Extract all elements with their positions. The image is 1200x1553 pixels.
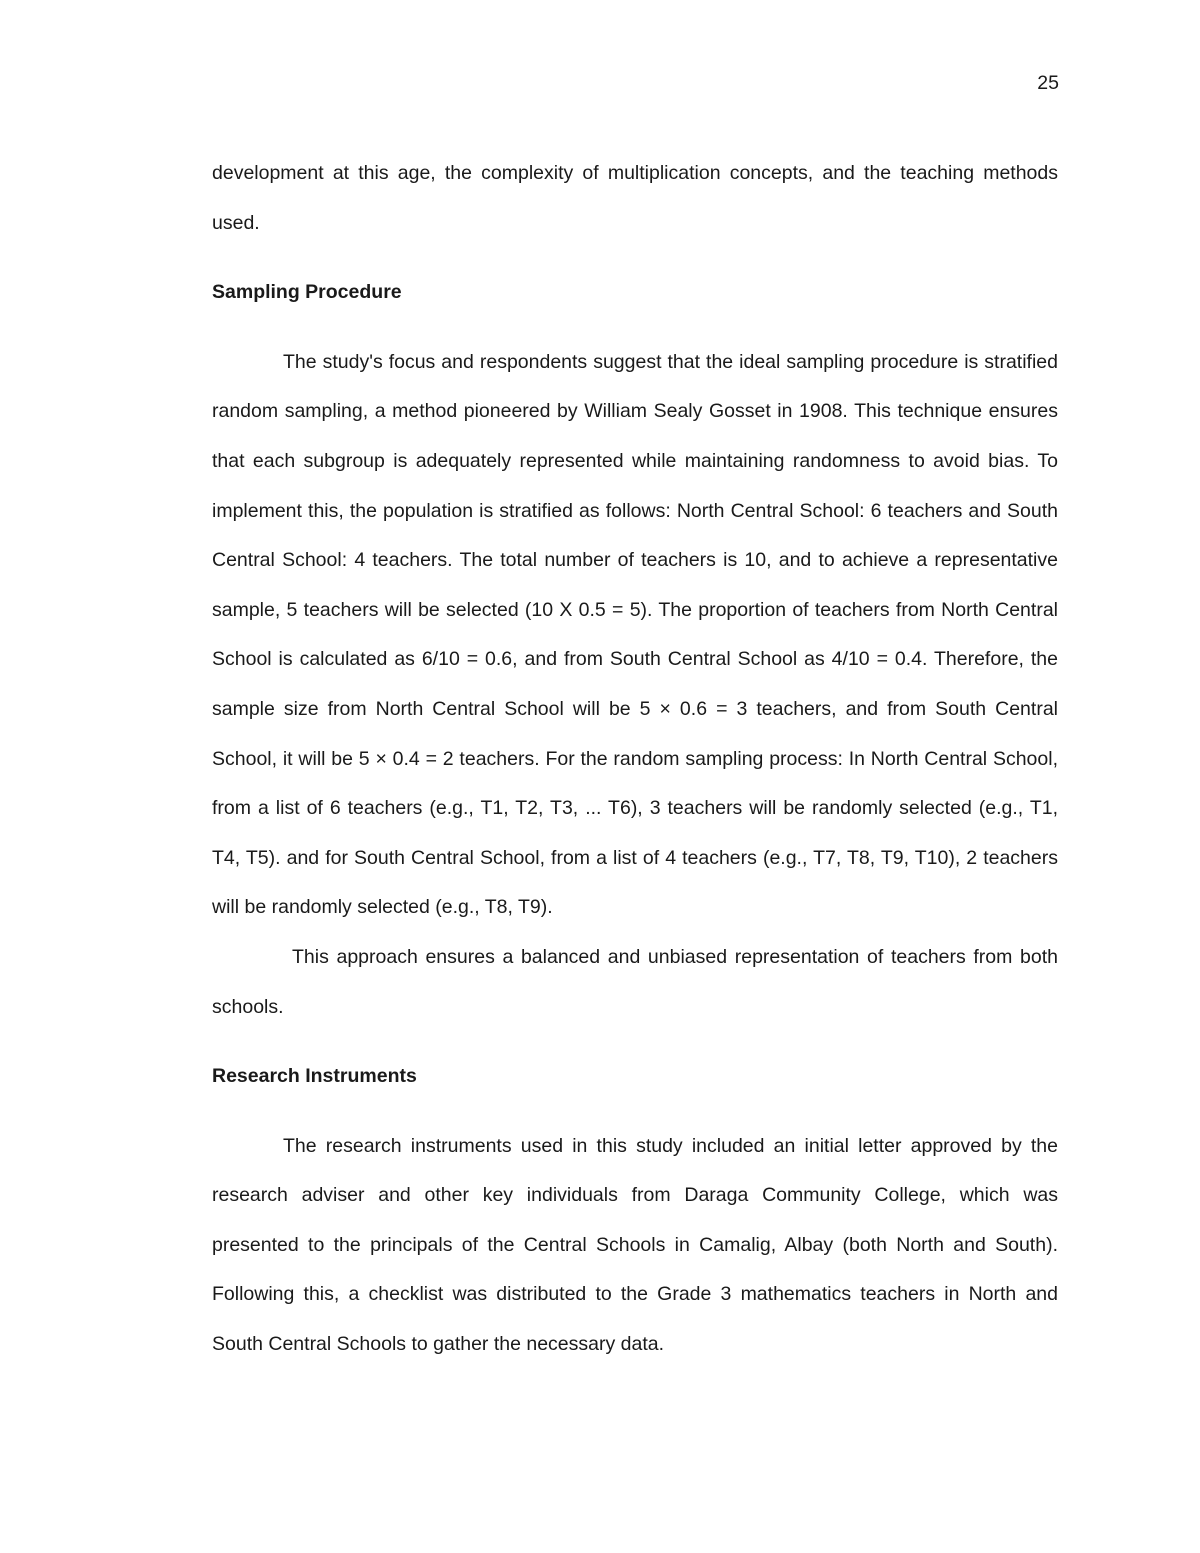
document-body <box>212 149 1058 1370</box>
sampling-procedure-heading: Sampling Procedure <box>212 281 402 304</box>
research-instruments-heading: Research Instruments <box>212 1065 417 1088</box>
sampling-paragraph-1: The study's focus and respondents suggest that the ideal sampling procedure is stratified random sampling, a method pioneered by William Sealy Gosset in 1908. This technique ensures that each subgroup is adequately represented while maintaining randomness to avoid bias. To implement this, the population is stratified as follows: North Central School: 6 teachers and South Central School: 4 teachers. The total number of teachers is 10, and to achieve a representative sample, 5 teachers will be selected (10 X 0.5 = 5). The proportion of teachers from North Central School is calculated as 6/10 = 0.6, and from South Central School as 4/10 = 0.4. Therefore, the sample size from North Central School will be 5 × 0.6 = 3 teachers, and from South Central School, it will be 5 × 0.4 = 2 teachers. For the random sampling process: In North Central School, from a list of 6 teachers (e.g., T1, T2, T3, ... T6), 3 teachers will be randomly selected (e.g., T1, T4, T5). and for South Central School, from a list of 4 teachers (e.g., T7, T8, T9, T10), 2 teachers will be randomly selected (e.g., T8, T9). <box>212 350 1058 919</box>
intro-paragraph: development at this age, the complexity of multiplication concepts, and the teaching methods used. <box>212 162 1058 234</box>
instruments-paragraph-1: The research instruments used in this study included an initial letter approved by the research adviser and other key individuals from Daraga Community College, which was presented to the principals of the Central Schools in Camalig, Albay (both North and South). Following this, a checklist was distributed to the Grade 3 mathematics teachers in North and South Central Schools to gather the necessary data. <box>212 1134 1058 1356</box>
sampling-paragraph-2: This approach ensures a balanced and unbiased representation of teachers from both schools. <box>212 945 1058 1018</box>
page-number: 25 <box>1037 72 1059 94</box>
